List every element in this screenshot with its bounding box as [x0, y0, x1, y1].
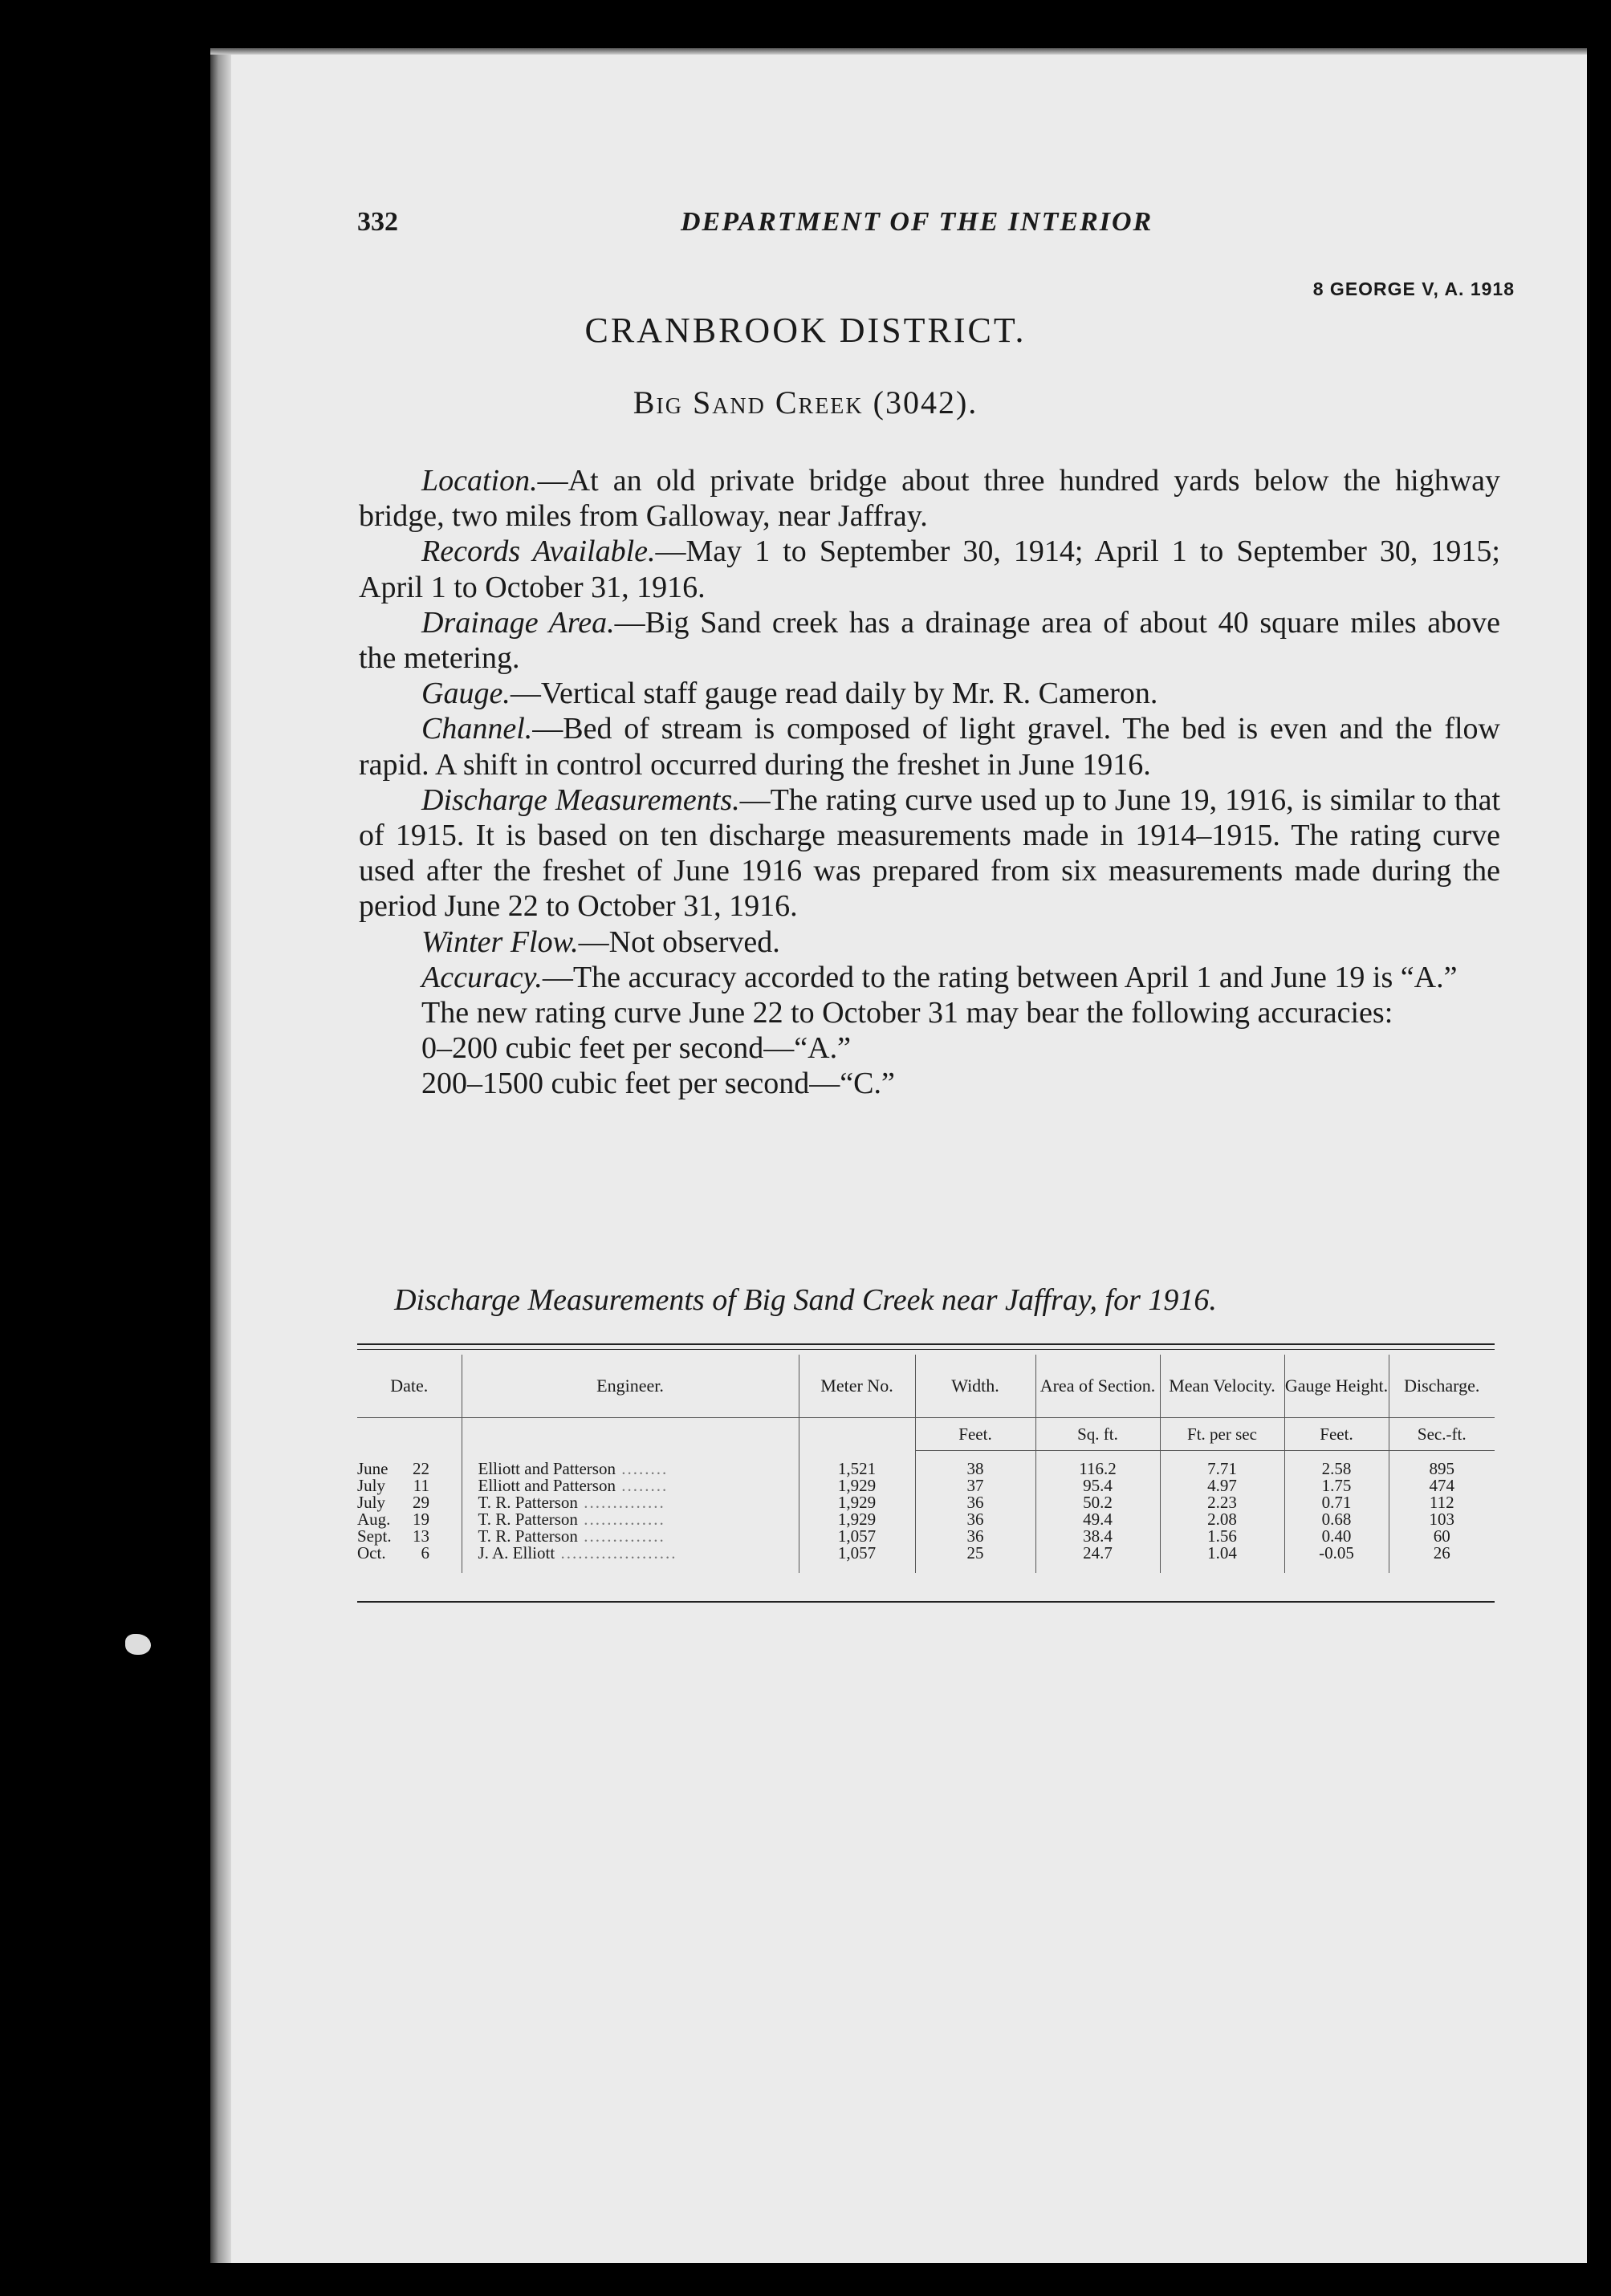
leader-dots: ....................: [555, 1543, 677, 1562]
unit-cell: [462, 1418, 799, 1451]
gauge-cell: 0.40: [1284, 1528, 1389, 1545]
paragraph-text: —Bed of stream is composed of light gravel. The bed is even and the flow rapid. A shift in control occurred during the freshet in June 1916.: [359, 712, 1500, 782]
header-discharge: Discharge.: [1389, 1355, 1495, 1418]
unit-gauge: Feet.: [1284, 1418, 1389, 1451]
discharge-cell: 103: [1389, 1511, 1495, 1528]
table-top-rule-thin: [357, 1349, 1495, 1350]
date-cell: [357, 1477, 462, 1494]
paragraph-label: Discharge Measurements.: [421, 782, 740, 817]
paragraph-text: —At an old private bridge about three hundred yards below the highway bridge, two miles from Galloway, near Jaffray.: [359, 464, 1500, 534]
engineer-cell: [462, 1494, 799, 1511]
unit-velocity: Ft. per sec: [1160, 1418, 1284, 1451]
paragraph-text: —Big Sand creek has a drainage area of about 40 square miles above the metering.: [359, 605, 1500, 676]
paragraph-label: Records Available.: [421, 534, 656, 569]
area-cell: 116.2: [1035, 1451, 1160, 1478]
date-cell: [357, 1511, 462, 1528]
paragraph-discharge: [359, 782, 1500, 924]
table-top-rule: [357, 1343, 1495, 1345]
table-caption: Discharge Measurements of Big Sand Creek near Jaffray, for 1916.: [394, 1283, 1217, 1317]
engineer-cell: [462, 1528, 799, 1545]
day: 19: [413, 1510, 429, 1529]
width-cell: 36: [915, 1528, 1035, 1545]
engineer-name: Elliott and Patterson: [478, 1458, 616, 1478]
area-cell: 38.4: [1035, 1528, 1160, 1545]
day: 11: [413, 1476, 429, 1495]
meter-cell: 1,929: [799, 1494, 915, 1511]
header-gauge: Gauge Height.: [1284, 1355, 1389, 1418]
engineer-name: Elliott and Patterson: [478, 1476, 616, 1495]
meter-cell: 1,929: [799, 1477, 915, 1494]
velocity-cell: 4.97: [1160, 1477, 1284, 1494]
header-engineer: Engineer.: [462, 1355, 799, 1418]
month: July: [357, 1476, 386, 1495]
month: July: [357, 1493, 386, 1512]
month: Sept.: [357, 1526, 392, 1546]
table-row: [357, 1477, 1495, 1494]
running-header: DEPARTMENT OF THE INTERIOR: [681, 207, 1153, 237]
header-date: Date.: [357, 1355, 462, 1418]
date-cell: [357, 1545, 462, 1573]
month: June: [357, 1458, 389, 1478]
leader-dots: ..............: [577, 1526, 665, 1546]
paragraph-new-rating: [359, 995, 1500, 1030]
paragraph-label: Gauge.: [421, 677, 511, 711]
engineer-cell: [462, 1477, 799, 1494]
engineer-cell: [462, 1511, 799, 1528]
day: 6: [421, 1543, 429, 1562]
velocity-cell: 1.04: [1160, 1545, 1284, 1573]
table-row: [357, 1528, 1495, 1545]
leader-dots: ........: [615, 1476, 669, 1495]
unit-area: Sq. ft.: [1035, 1418, 1160, 1451]
paper-mark: [125, 1634, 151, 1655]
leader-dots: ..............: [577, 1510, 665, 1529]
discharge-cell: 26: [1389, 1545, 1495, 1573]
session-label: 8 GEORGE V, A. 1918: [1312, 278, 1515, 299]
district-title: CRANBROOK DISTRICT.: [584, 311, 1027, 350]
paragraph-label: Accuracy.: [421, 960, 543, 994]
meter-cell: 1,057: [799, 1545, 915, 1573]
velocity-cell: 2.08: [1160, 1511, 1284, 1528]
date-cell: [357, 1494, 462, 1511]
paragraph-text: —May 1 to September 30, 1914; April 1 to September 30, 1915; April 1 to October 31, 1916.: [359, 534, 1500, 604]
area-cell: 95.4: [1035, 1477, 1160, 1494]
header-meter: Meter No.: [799, 1355, 915, 1418]
width-cell: 37: [915, 1477, 1035, 1494]
width-cell: 36: [915, 1511, 1035, 1528]
accuracy-line: 0–200 cubic feet per second—“A.”: [421, 1031, 851, 1066]
width-cell: 38: [915, 1451, 1035, 1478]
gauge-cell: 1.75: [1284, 1477, 1389, 1494]
discharge-cell: 895: [1389, 1451, 1495, 1478]
paragraph-records: [359, 534, 1500, 604]
discharge-cell: 60: [1389, 1528, 1495, 1545]
area-cell: 24.7: [1035, 1545, 1160, 1573]
leader-dots: ........: [615, 1458, 669, 1478]
discharge-cell: 112: [1389, 1494, 1495, 1511]
paragraph-label: Location.: [421, 464, 538, 498]
day: 22: [413, 1458, 429, 1478]
table-bottom-rule: [357, 1601, 1495, 1603]
gauge-cell: 0.71: [1284, 1494, 1389, 1511]
width-cell: 36: [915, 1494, 1035, 1511]
unit-discharge: Sec.-ft.: [1389, 1418, 1495, 1451]
paragraph-label: Winter Flow.: [421, 924, 579, 959]
gauge-cell: 2.58: [1284, 1451, 1389, 1478]
meter-cell: 1,521: [799, 1451, 915, 1478]
discharge-table: [357, 1355, 1495, 1573]
unit-width: Feet.: [915, 1418, 1035, 1451]
unit-cell: [799, 1418, 915, 1451]
paragraph-label: Channel.: [421, 712, 533, 746]
meter-cell: 1,057: [799, 1528, 915, 1545]
width-cell: 25: [915, 1545, 1035, 1573]
paragraph-gauge: [359, 676, 1500, 711]
body-text: [359, 463, 1500, 1102]
page-number: 332: [357, 207, 398, 237]
paragraph-winter: [359, 924, 1500, 960]
leader-dots: ..............: [577, 1493, 665, 1512]
table-row: [357, 1511, 1495, 1528]
engineer-name: T. R. Patterson: [478, 1510, 578, 1529]
book-page: [210, 48, 1587, 2263]
page-top-edge: [210, 48, 1587, 55]
engineer-name: J. A. Elliott: [478, 1543, 555, 1562]
area-cell: 49.4: [1035, 1511, 1160, 1528]
page-gutter: [210, 48, 231, 2263]
header-width: Width.: [915, 1355, 1035, 1418]
velocity-cell: 1.56: [1160, 1528, 1284, 1545]
paragraph-text: —Not observed.: [578, 924, 780, 959]
day: 13: [413, 1526, 429, 1546]
paragraph-text: —Vertical staff gauge read daily by Mr. R. Cameron.: [510, 677, 1158, 711]
engineer-cell: [462, 1451, 799, 1478]
table-row: [357, 1451, 1495, 1478]
creek-title: Big Sand Creek (3042).: [633, 384, 978, 421]
paragraph-accuracy: [359, 960, 1500, 995]
discharge-cell: 474: [1389, 1477, 1495, 1494]
unit-cell: [357, 1418, 462, 1451]
gauge-cell: 0.68: [1284, 1511, 1389, 1528]
paragraph-channel: [359, 711, 1500, 782]
month: Aug.: [357, 1510, 391, 1529]
paragraph-drainage: [359, 605, 1500, 676]
meter-cell: 1,929: [799, 1511, 915, 1528]
paragraph-label: Drainage Area.: [421, 605, 615, 640]
table-row: [357, 1494, 1495, 1511]
gauge-cell: -0.05: [1284, 1545, 1389, 1573]
accuracy-line: 200–1500 cubic feet per second—“C.”: [421, 1067, 895, 1101]
day: 29: [413, 1493, 429, 1512]
paragraph-location: [359, 463, 1500, 534]
area-cell: 50.2: [1035, 1494, 1160, 1511]
date-cell: [357, 1528, 462, 1545]
header-velocity: Mean Velocity.: [1160, 1355, 1284, 1418]
paragraph-text: —The accuracy accorded to the rating between April 1 and June 19 is “A.”: [542, 960, 1458, 994]
paragraph-text: The new rating curve June 22 to October 31 may bear the following accuracies:: [421, 996, 1393, 1030]
engineer-name: T. R. Patterson: [478, 1493, 578, 1512]
engineer-name: T. R. Patterson: [478, 1526, 578, 1546]
month: Oct.: [357, 1543, 386, 1562]
date-cell: [357, 1451, 462, 1478]
velocity-cell: 7.71: [1160, 1451, 1284, 1478]
paragraph-text: —The rating curve used up to June 19, 1916, is similar to that of 1915. It is based on ten discharge measurements made in 1914–1915. The rating curve used after the freshet of June 1916 was prepared from six measurements made during the period June 22 to October 31, 1916.: [359, 782, 1500, 924]
table-row: [357, 1545, 1495, 1573]
velocity-cell: 2.23: [1160, 1494, 1284, 1511]
engineer-cell: [462, 1545, 799, 1573]
header-area: Area of Section.: [1035, 1355, 1160, 1418]
